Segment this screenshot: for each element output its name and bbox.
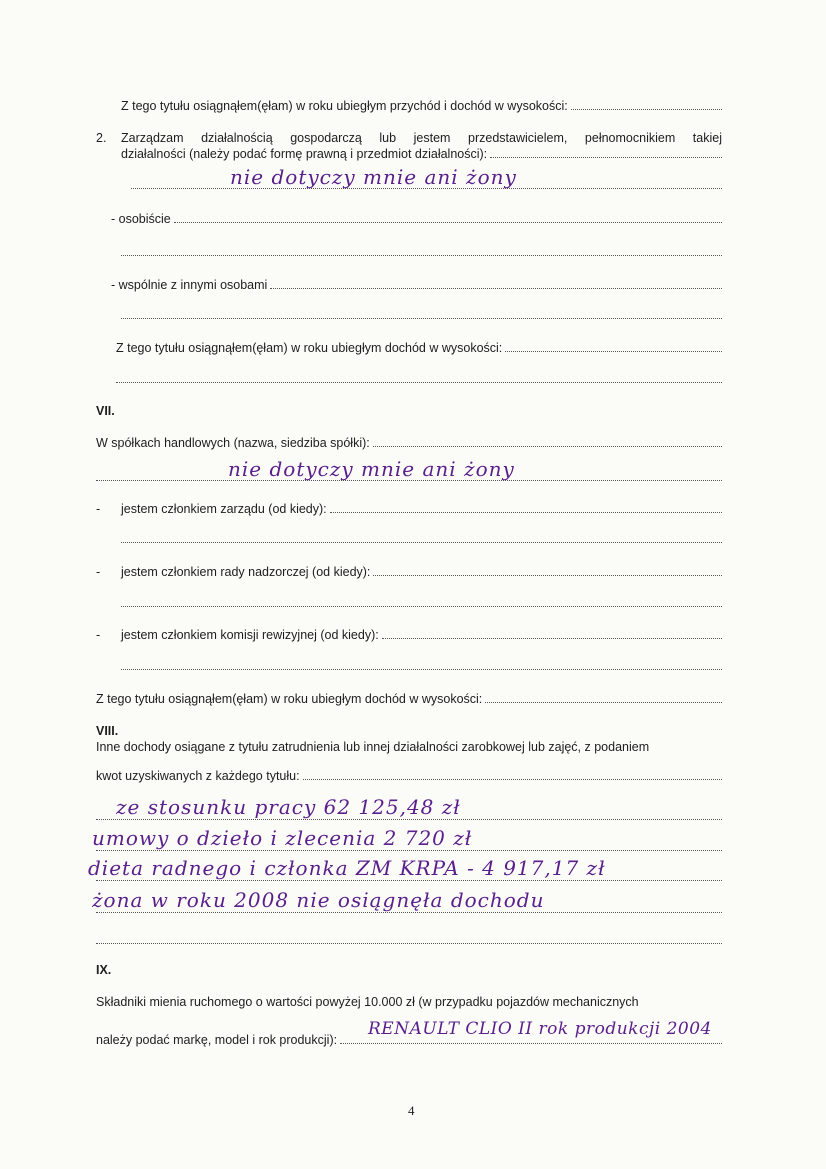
item2-text-line1: Zarządzam działalnością gospodarczą lub jestem przedstawicielem, pełnomocnikiem takiej bbox=[121, 131, 722, 145]
income-row-7 bbox=[96, 691, 722, 707]
section9-heading: IX. bbox=[96, 963, 112, 977]
companies-row bbox=[96, 435, 722, 451]
section8-text-line2: kwot uzyskiwanych z każdego tytułu: bbox=[96, 769, 300, 783]
audit-extra-line bbox=[121, 668, 722, 670]
board-label: jestem członkiem zarządu (od kiedy): bbox=[121, 502, 327, 516]
supervisory-field bbox=[373, 564, 722, 576]
board-extra-line bbox=[121, 541, 722, 543]
income-revenue-label: Z tego tytułu osiągnąłem(ęłam) w roku ubiegłym przychód i dochód w wysokości: bbox=[121, 99, 568, 113]
jointly-label: - wspólnie z innymi osobami bbox=[111, 278, 268, 292]
companies-field bbox=[373, 435, 722, 447]
income-revenue-row bbox=[121, 98, 722, 114]
income-row-6 bbox=[116, 340, 722, 356]
audit-dash: - bbox=[96, 628, 101, 642]
item2-text-line2-row bbox=[121, 146, 722, 162]
audit-field bbox=[382, 627, 722, 639]
jointly-field bbox=[270, 277, 722, 289]
income-answer-line-5 bbox=[96, 942, 722, 944]
section8-field bbox=[303, 768, 722, 780]
board-dash: - bbox=[96, 502, 101, 516]
personally-field bbox=[174, 211, 722, 223]
item2-field bbox=[490, 146, 722, 158]
personally-row bbox=[111, 211, 722, 227]
personally-extra-line bbox=[121, 254, 722, 256]
page-number: 4 bbox=[408, 1103, 415, 1118]
board-row bbox=[121, 501, 722, 517]
personally-label: - osobiście bbox=[111, 212, 171, 226]
companies-label: W spółkach handlowych (nazwa, siedziba spółki): bbox=[96, 436, 370, 450]
section8-text-line1: Inne dochody osiągane z tytułu zatrudnienia lub innej działalności zarobkowej lub zajęć, z podaniem bbox=[96, 740, 650, 754]
income-field-6 bbox=[505, 340, 722, 352]
income-label-6: Z tego tytułu osiągnąłem(ęłam) w roku ubiegłym dochód w wysokości: bbox=[116, 341, 503, 355]
income-answer-contracts: umowy o dzieło i zlecenia 2 720 zł bbox=[92, 826, 473, 850]
jointly-extra-line bbox=[121, 317, 722, 319]
supervisory-label: jestem członkiem rady nadzorczej (od kiedy): bbox=[121, 565, 371, 579]
companies-handwritten-answer: nie dotyczy mnie ani żony bbox=[228, 457, 515, 481]
section8-heading: VIII. bbox=[96, 724, 119, 738]
income-field-7 bbox=[485, 691, 722, 703]
section9-text-line2: należy podać markę, model i rok produkcji): bbox=[96, 1033, 338, 1047]
audit-row bbox=[121, 627, 722, 643]
item2-handwritten-answer: nie dotyczy mnie ani żony bbox=[230, 165, 517, 189]
audit-label: jestem członkiem komisji rewizyjnej (od kiedy): bbox=[121, 628, 379, 642]
income-label-7: Z tego tytułu osiągnąłem(ęłam) w roku ubiegłym dochód w wysokości: bbox=[96, 692, 483, 706]
income-revenue-field bbox=[571, 98, 722, 110]
supervisory-dash: - bbox=[96, 565, 101, 579]
section7-heading: VII. bbox=[96, 404, 115, 418]
item2-text-line2: działalności (należy podać formę prawną i przedmiot działalności): bbox=[121, 147, 488, 161]
item2-number: 2. bbox=[96, 131, 107, 145]
section8-text-line2-row bbox=[96, 768, 722, 784]
section9-handwritten-answer: RENAULT CLIO II rok produkcji 2004 bbox=[368, 1019, 712, 1039]
income-extra-line-6 bbox=[116, 381, 722, 383]
jointly-row bbox=[111, 277, 722, 293]
income-answer-employment: ze stosunku pracy 62 125,48 zł bbox=[116, 795, 461, 819]
board-field bbox=[330, 501, 722, 513]
section9-text-line1: Składniki mienia ruchomego o wartości powyżej 10.000 zł (w przypadku pojazdów mechanicznych bbox=[96, 995, 639, 1009]
income-answer-allowance: dieta radnego i członka ZM KRPA - 4 917,17 zł bbox=[88, 856, 606, 880]
supervisory-row bbox=[121, 564, 722, 580]
supervisory-extra-line bbox=[121, 605, 722, 607]
income-answer-spouse: żona w roku 2008 nie osiągnęła dochodu bbox=[92, 888, 545, 912]
